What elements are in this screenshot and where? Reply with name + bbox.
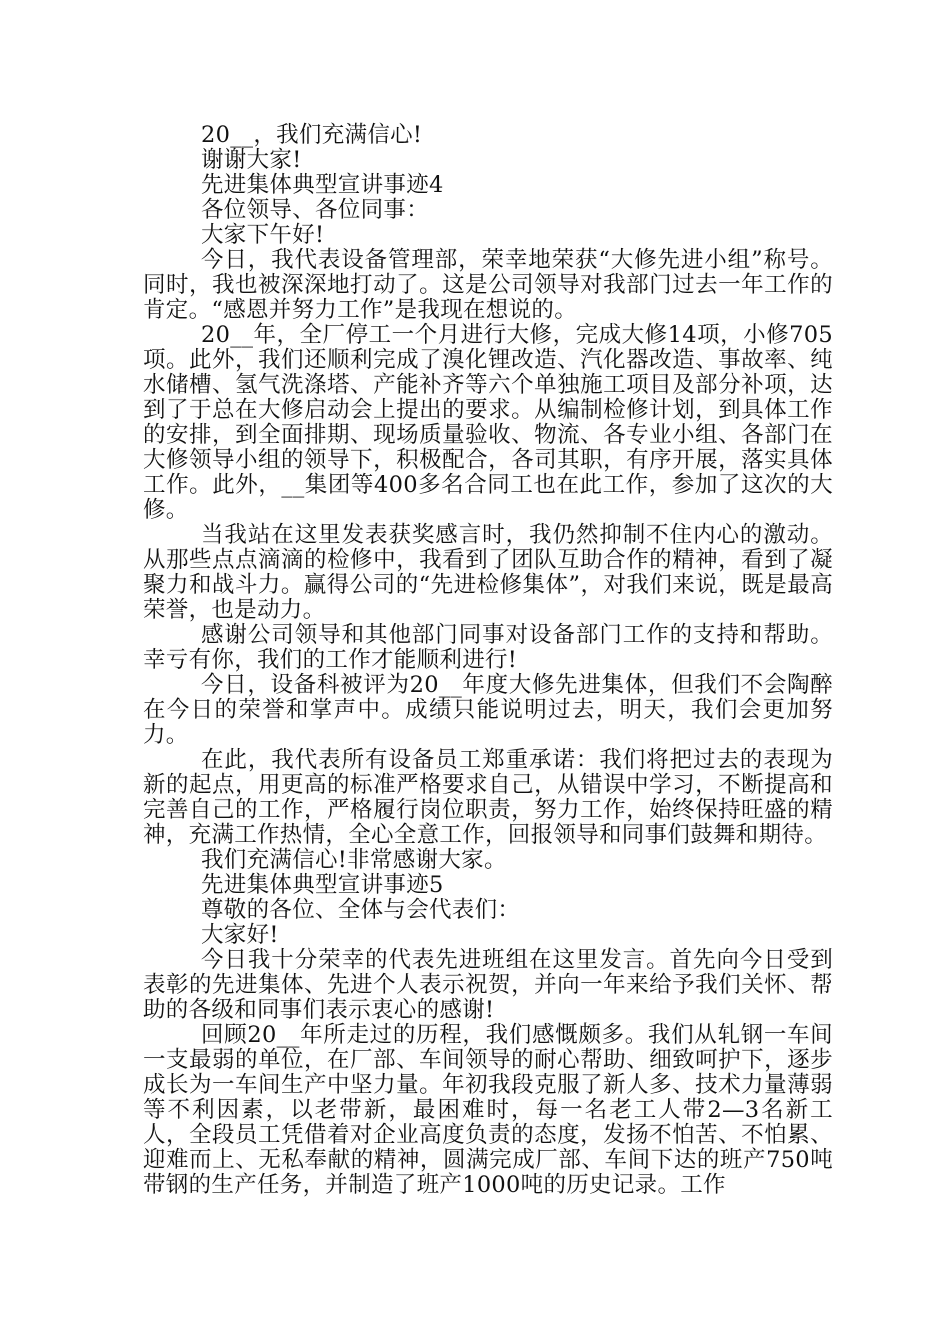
paragraph-award: 今日，设备科被评为20__年度大修先进集体，但我们不会陶醉在今日的荣誉和掌声中。成绩只能说明过去，明天，我们会更加努力。 [143, 672, 833, 748]
paragraph-closing: 我们充满信心!非常感谢大家。 [201, 847, 507, 873]
greeting-everyone: 大家好! [201, 922, 279, 948]
document-body [143, 123, 833, 1198]
paragraph-confidence: 20__，我们充满信心! [201, 122, 423, 148]
section-heading-4: 先进集体典型宣讲事迹4 [201, 172, 444, 198]
greeting-afternoon: 大家下午好! [201, 222, 325, 248]
paragraph-thanks: 谢谢大家! [201, 147, 302, 173]
paragraph-promise: 在此，我代表所有设备员工郑重承诺：我们将把过去的表现为新的起点，用更高的标准严格要求自己，从错误中学习，不断提高和完善自己的工作，严格履行岗位职责，努力工作，始终保持旺盛的精神，充满工作热情，全心全意工作，回报领导和同事们鼓舞和期待。 [143, 747, 833, 848]
paragraph-overhaul: 20__年，全厂停工一个月进行大修，完成大修14项，小修705项。此外，我们还顺利完成了溴化锂改造、汽化器改造、事故率、纯水储槽、氢气洗涤塔、产能补齐等六个单独施工项目及部分补项，达到了于总在大修启动会上提出的要求。从编制检修计划，到具体工作的安排，到全面排期、现场质量验收、物流、各专业小组、各部门在大修领导小组的领导下，积极配合，各司其职，有序开展，落实具体工作。此外，__集团等400多名合同工也在此工作，参加了这次的大修。 [143, 322, 833, 523]
paragraph-gratitude: 感谢公司领导和其他部门同事对设备部门工作的支持和帮助。幸亏有你，我们的工作才能顺利进行! [143, 622, 833, 673]
section-heading-5: 先进集体典型宣讲事迹5 [201, 872, 444, 898]
paragraph-speech: 今日我十分荣幸的代表先进班组在这里发言。首先向今日受到表彰的先进集体、先进个人表示祝贺，并向一年来给予我们关怀、帮助的各级和同事们表示衷心的感谢! [143, 947, 833, 1023]
paragraph-honor: 今日，我代表设备管理部，荣幸地荣获“大修先进小组”称号。同时，我也被深深地打动了。这是公司领导对我部门过去一年工作的肯定。“感恩并努力工作”是我现在想说的。 [143, 247, 833, 323]
paragraph-review: 回顾20__年所走过的历程，我们感慨颇多。我们从轧钢一车间一支最弱的单位，在厂部、车间领导的耐心帮助、细致呵护下，逐步成长为一车间生产中坚力量。年初我段克服了新人多、技术力量薄弱等不利因素，以老带新，最困难时，每一名老工人带2—3名新工人，全段员工凭借着对企业高度负责的态度，发扬不怕苦、不怕累、迎难而上、无私奉献的精神，圆满完成厂部、车间下达的班产750吨带钢的生产任务，并制造了班产1000吨的历史记录。工作 [143, 1022, 833, 1198]
paragraph-emotion: 当我站在这里发表获奖感言时，我仍然抑制不住内心的激动。从那些点点滴滴的检修中，我看到了团队互助合作的精神，看到了凝聚力和战斗力。赢得公司的“先进检修集体”，对我们来说，既是最高荣誉，也是动力。 [143, 522, 833, 623]
salutation-leaders: 各位领导、各位同事： [201, 197, 430, 223]
salutation-representatives: 尊敬的各位、全体与会代表们： [201, 897, 521, 923]
